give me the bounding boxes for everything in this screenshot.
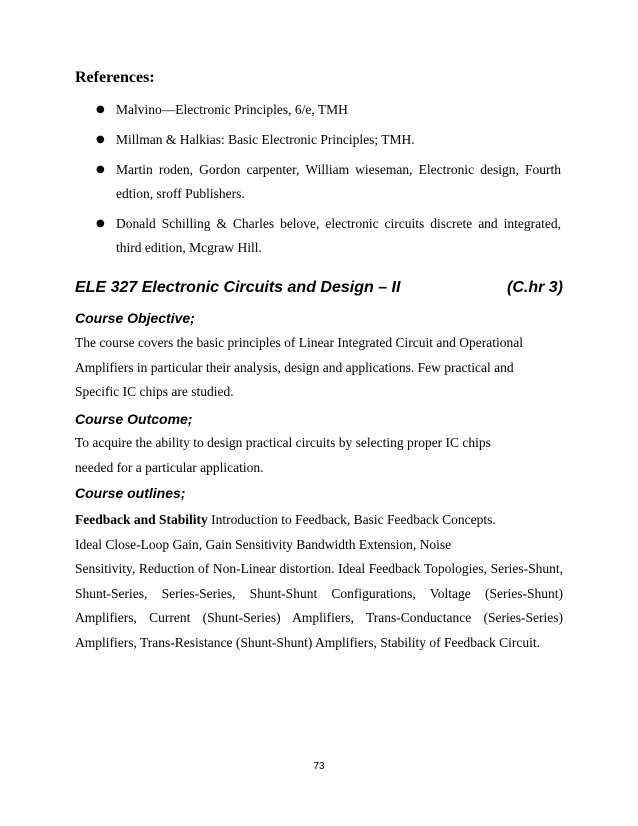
reference-item (96, 158, 561, 206)
course-title-text: ELE 327 Electronic Circuits and Design – II (75, 279, 401, 296)
course-title (75, 279, 563, 297)
text-line (75, 508, 563, 533)
bullet-icon: ● (96, 164, 105, 175)
text-line: Amplifiers in particular their analysis, design and applications. Few practical and (75, 359, 514, 375)
text-line: needed for a particular application. (75, 459, 264, 475)
course-outcome-heading: Course Outcome; (75, 411, 193, 427)
references-heading: References: (75, 69, 155, 86)
outline-topic-intro: Introduction to Feedback, Basic Feedback Concepts. (207, 512, 496, 527)
course-outlines-heading: Course outlines; (75, 485, 186, 501)
page-number: 73 (313, 761, 325, 772)
course-objective-heading: Course Objective; (75, 310, 195, 326)
reference-text: Malvino—Electronic Principles, 6/e, TMH (116, 102, 348, 117)
course-objective-text (75, 331, 563, 405)
reference-item (96, 128, 561, 152)
text-line: To acquire the ability to design practical circuits by selecting proper IC chips (75, 435, 491, 450)
bullet-icon: ● (96, 218, 105, 229)
reference-item (96, 98, 561, 122)
references-list (96, 98, 561, 266)
reference-text: Donald Schilling & Charles belove, electronic circuits discrete and integrated, third edition, Mcgraw Hill. (116, 216, 561, 255)
course-outcome-text (75, 431, 563, 480)
outline-topic-title: Feedback and Stability (75, 512, 208, 527)
outline-body: Sensitivity, Reduction of Non-Linear distortion. Ideal Feedback Topologies, Series-Shunt, Shunt-Series, Series-Series, Shunt-Shunt Configurations, Voltage (Series-Shunt) Amplifiers, Current (Shunt-Series) Amplifiers, Trans-Conductance (Series-Series) Amplifiers, Trans-Resistance (Shunt-Shunt) Amplifiers, Stability of Feedback Circuit. (75, 561, 563, 650)
bullet-icon: ● (96, 134, 105, 145)
reference-text: Millman & Halkias: Basic Electronic Principles; TMH. (116, 132, 415, 147)
text-line: Specific IC chips are studied. (75, 384, 234, 399)
reference-item (96, 212, 561, 260)
text-line: The course covers the basic principles of Linear Integrated Circuit and Operational (75, 335, 523, 350)
course-outlines-text (75, 508, 563, 655)
bullet-icon: ● (96, 104, 105, 115)
course-credit: (C.hr 3) (507, 279, 563, 296)
reference-text: Martin roden, Gordon carpenter, William wieseman, Electronic design, Fourth edtion, sroff Publishers. (116, 162, 561, 201)
text-line: Ideal Close-Loop Gain, Gain Sensitivity Bandwidth Extension, Noise (75, 536, 452, 552)
